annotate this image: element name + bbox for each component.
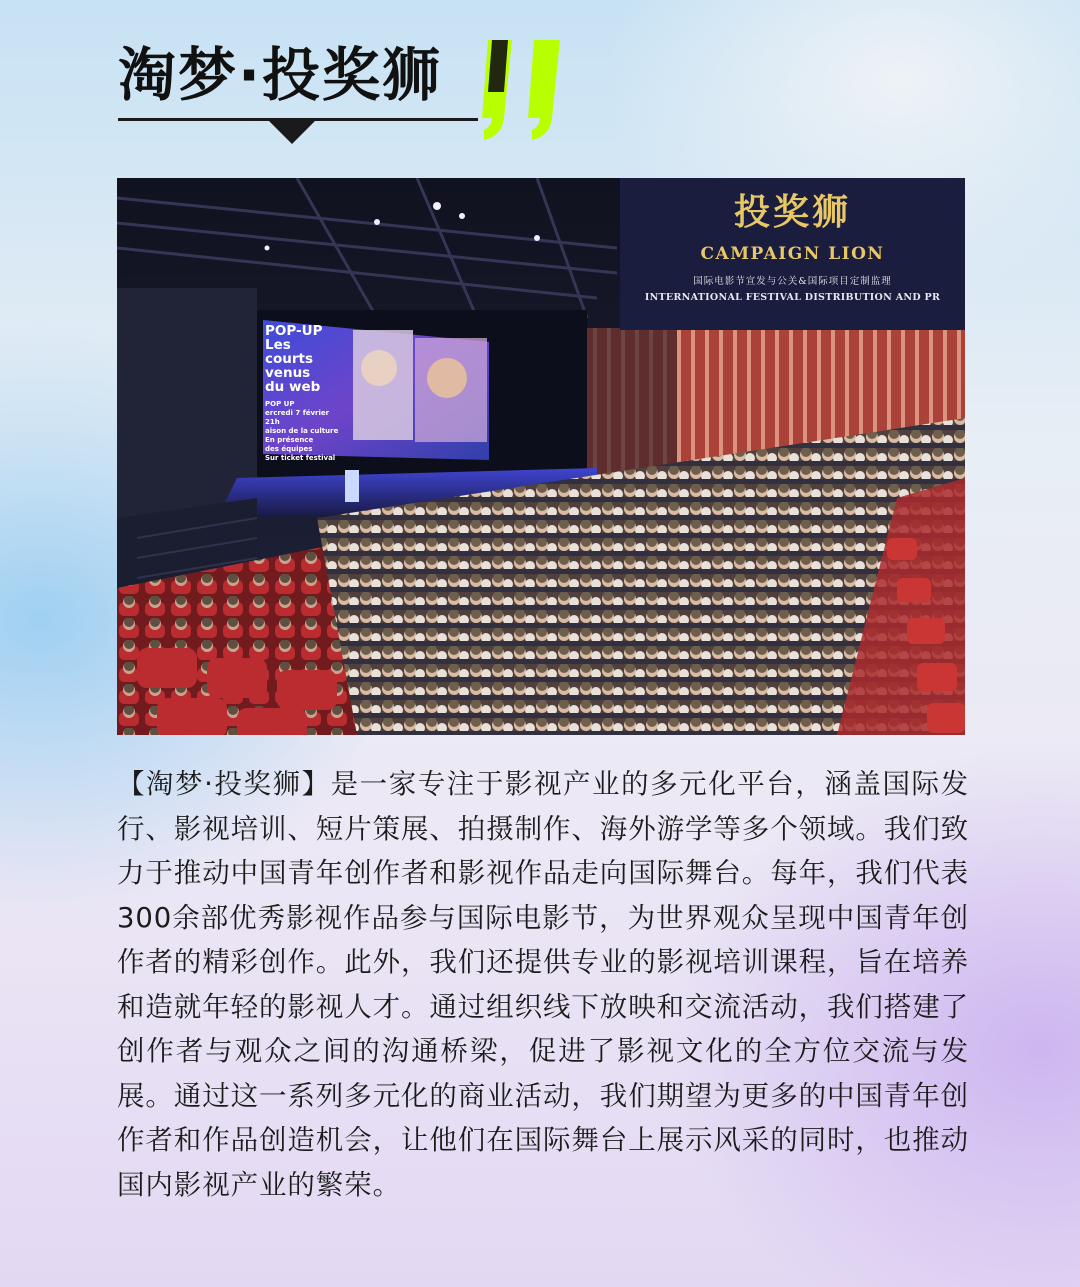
brand-name-en: CAMPAIGN LION: [700, 244, 885, 264]
brand-panel: [620, 178, 965, 330]
quote-mark-icon: [448, 34, 578, 144]
page-title: 淘梦·投奖狮: [118, 41, 443, 109]
brand-name-cn: 投奖狮: [733, 191, 851, 233]
brand-tagline-en: INTERNATIONAL FESTIVAL DISTRIBUTION AND PR: [644, 292, 941, 303]
header: [118, 28, 558, 158]
theater-photo: [117, 178, 965, 735]
brand-tagline-cn: 国际电影节宣发与公关&国际项目定制监理: [693, 276, 892, 287]
title-pointer: [268, 120, 316, 144]
intro-paragraph: 【淘梦·投奖狮】是一家专注于影视产业的多元化平台，涵盖国际发行、影视培训、短片策展、拍摄制作、海外游学等多个领域。我们致力于推动中国青年创作者和影视作品走向国际舞台。每年，我们代表300余部优秀影视作品参与国际电影节，为世界观众呈现中国青年创作者的精彩创作。此外，我们还提供专业的影视培训课程，旨在培养和造就年轻的影视人才。通过组织线下放映和交流活动，我们搭建了创作者与观众之间的沟通桥梁，促进了影视文化的全方位交流与发展。通过这一系列多元化的商业活动，我们期望为更多的中国青年创作者和作品创造机会，让他们在国际舞台上展示风采的同时，也推动国内影视产业的繁荣。: [117, 768, 969, 1201]
screen-text: POP-UP Les courts venus du web POP UP ercredi 7 février 21h aison de la culture En présence des équipes Sur ticket festival: [265, 323, 339, 462]
